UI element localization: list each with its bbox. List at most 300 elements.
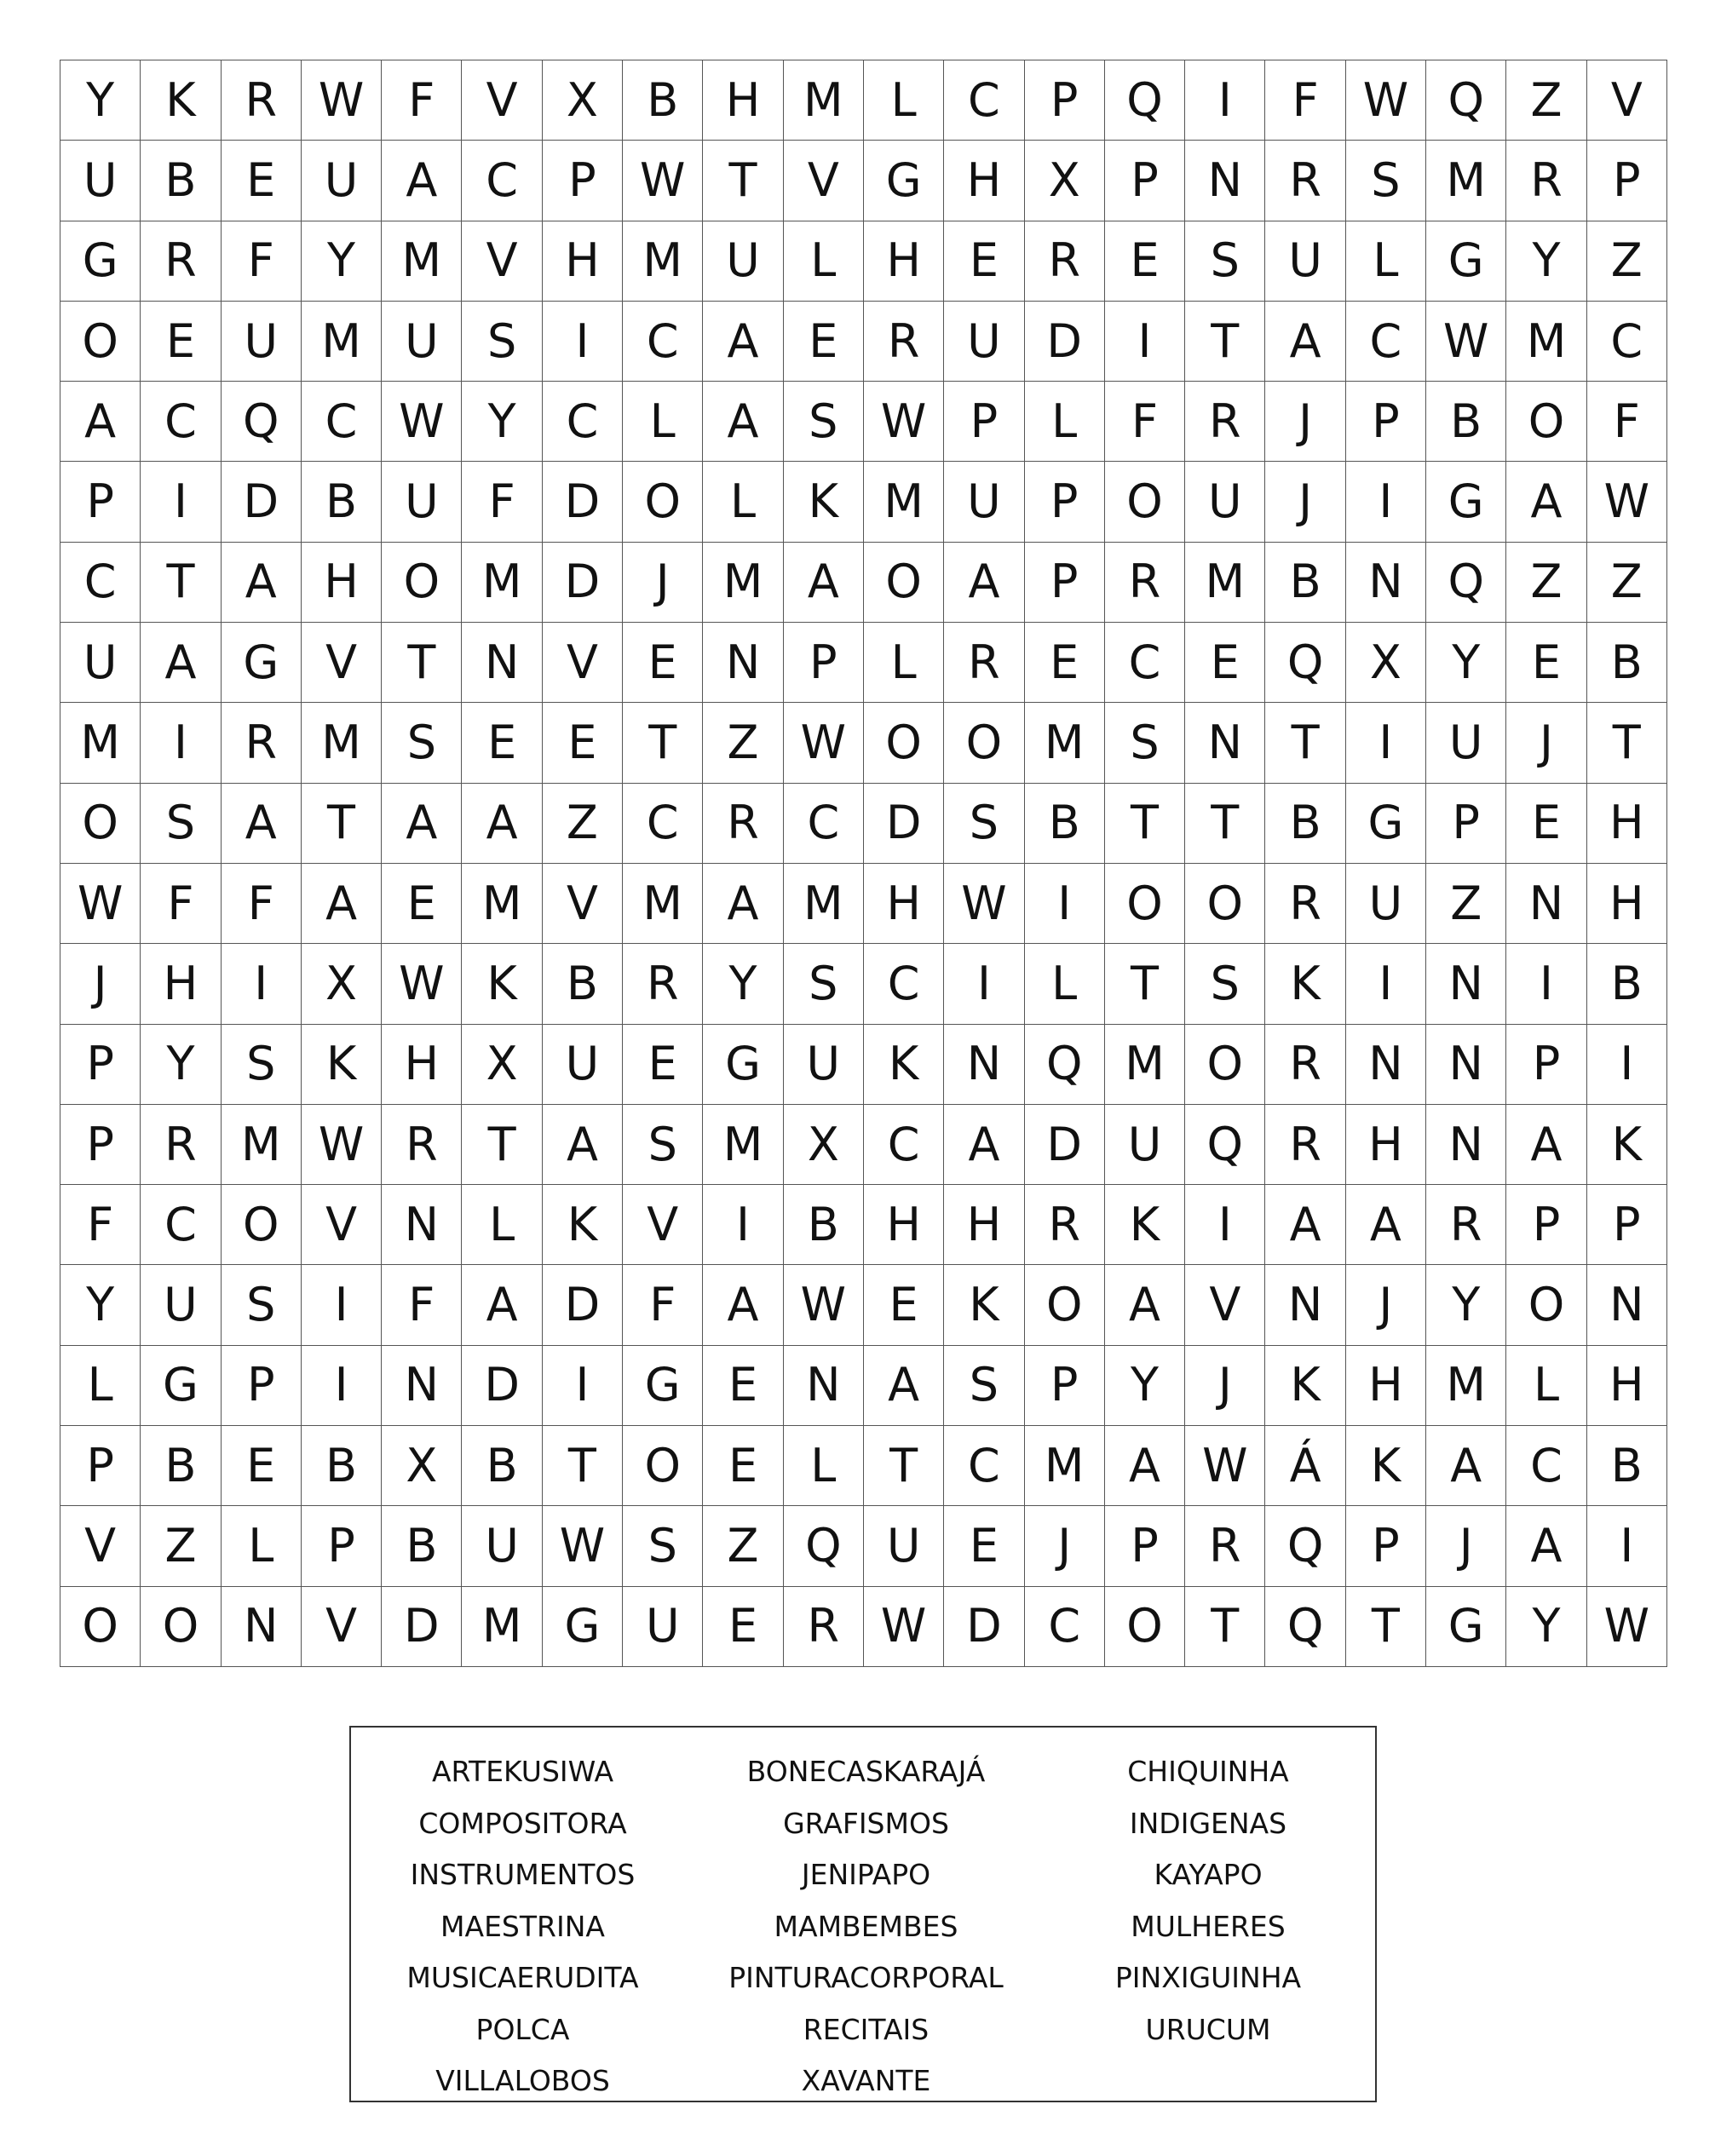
grid-cell[interactable]: R [784, 1587, 864, 1667]
grid-cell[interactable]: E [141, 302, 221, 382]
grid-cell[interactable]: G [1426, 462, 1506, 542]
grid-cell[interactable]: I [1587, 1025, 1667, 1105]
grid-cell[interactable]: K [1105, 1185, 1185, 1265]
grid-cell[interactable]: V [302, 1587, 382, 1667]
grid-cell[interactable]: N [944, 1025, 1024, 1105]
grid-cell[interactable]: A [703, 382, 783, 462]
grid-cell[interactable]: R [382, 1105, 462, 1185]
grid-cell[interactable]: H [864, 864, 944, 944]
grid-cell[interactable]: E [703, 1426, 783, 1506]
grid-cell[interactable]: N [382, 1185, 462, 1265]
grid-cell[interactable]: T [1185, 784, 1265, 864]
grid-cell[interactable]: E [944, 221, 1024, 302]
grid-cell[interactable]: Q [1025, 1025, 1105, 1105]
grid-cell[interactable]: T [623, 703, 703, 783]
grid-cell[interactable]: R [141, 1105, 221, 1185]
grid-cell[interactable]: S [462, 302, 542, 382]
grid-cell[interactable]: R [1506, 141, 1586, 221]
grid-cell[interactable]: H [543, 221, 623, 302]
grid-cell[interactable]: R [944, 623, 1024, 703]
grid-cell[interactable]: P [1587, 141, 1667, 221]
grid-cell[interactable]: A [703, 302, 783, 382]
grid-cell[interactable]: G [623, 1346, 703, 1426]
grid-cell[interactable]: K [1587, 1105, 1667, 1185]
grid-cell[interactable]: B [1587, 944, 1667, 1024]
grid-cell[interactable]: T [1185, 302, 1265, 382]
grid-cell[interactable]: C [60, 543, 141, 623]
grid-cell[interactable]: E [222, 1426, 302, 1506]
grid-cell[interactable]: A [543, 1105, 623, 1185]
grid-cell[interactable]: D [543, 543, 623, 623]
grid-cell[interactable]: C [462, 141, 542, 221]
grid-cell[interactable]: C [944, 60, 1024, 141]
grid-cell[interactable]: E [1506, 623, 1586, 703]
grid-cell[interactable]: P [1506, 1025, 1586, 1105]
grid-cell[interactable]: N [382, 1346, 462, 1426]
grid-cell[interactable]: U [302, 141, 382, 221]
grid-cell[interactable]: V [543, 864, 623, 944]
grid-cell[interactable]: T [1346, 1587, 1426, 1667]
grid-cell[interactable]: D [222, 462, 302, 542]
grid-cell[interactable]: R [222, 60, 302, 141]
grid-cell[interactable]: N [1426, 1025, 1506, 1105]
grid-cell[interactable]: X [382, 1426, 462, 1506]
grid-cell[interactable]: H [864, 221, 944, 302]
grid-cell[interactable]: O [864, 543, 944, 623]
grid-cell[interactable]: P [1426, 784, 1506, 864]
grid-cell[interactable]: F [382, 1265, 462, 1345]
grid-cell[interactable]: I [543, 1346, 623, 1426]
grid-cell[interactable]: O [1506, 1265, 1586, 1345]
grid-cell[interactable]: F [1105, 382, 1185, 462]
grid-cell[interactable]: N [1506, 864, 1586, 944]
grid-cell[interactable]: O [60, 784, 141, 864]
grid-cell[interactable]: S [1105, 703, 1185, 783]
grid-cell[interactable]: S [944, 1346, 1024, 1426]
grid-cell[interactable]: W [784, 703, 864, 783]
grid-cell[interactable]: B [141, 1426, 221, 1506]
grid-cell[interactable]: S [623, 1105, 703, 1185]
grid-cell[interactable]: T [1587, 703, 1667, 783]
grid-cell[interactable]: W [1426, 302, 1506, 382]
grid-cell[interactable]: R [1265, 864, 1345, 944]
grid-cell[interactable]: P [1025, 60, 1105, 141]
grid-cell[interactable]: Z [1587, 221, 1667, 302]
grid-cell[interactable]: N [784, 1346, 864, 1426]
grid-cell[interactable]: W [1587, 1587, 1667, 1667]
grid-cell[interactable]: M [703, 1105, 783, 1185]
grid-cell[interactable]: P [543, 141, 623, 221]
grid-cell[interactable]: L [1506, 1346, 1586, 1426]
grid-cell[interactable]: M [222, 1105, 302, 1185]
grid-cell[interactable]: J [1346, 1265, 1426, 1345]
grid-cell[interactable]: U [623, 1587, 703, 1667]
grid-cell[interactable]: R [864, 302, 944, 382]
grid-cell[interactable]: W [302, 1105, 382, 1185]
grid-cell[interactable]: I [222, 944, 302, 1024]
grid-cell[interactable]: C [1587, 302, 1667, 382]
grid-cell[interactable]: O [1105, 462, 1185, 542]
grid-cell[interactable]: T [1105, 944, 1185, 1024]
grid-cell[interactable]: A [462, 784, 542, 864]
grid-cell[interactable]: B [382, 1506, 462, 1586]
grid-cell[interactable]: W [60, 864, 141, 944]
grid-cell[interactable]: I [1025, 864, 1105, 944]
grid-cell[interactable]: W [543, 1506, 623, 1586]
grid-cell[interactable]: T [1105, 784, 1185, 864]
grid-cell[interactable]: M [1426, 141, 1506, 221]
grid-cell[interactable]: D [1025, 302, 1105, 382]
grid-cell[interactable]: N [462, 623, 542, 703]
grid-cell[interactable]: P [1105, 1506, 1185, 1586]
grid-cell[interactable]: N [1426, 944, 1506, 1024]
grid-cell[interactable]: R [1426, 1185, 1506, 1265]
grid-cell[interactable]: N [1426, 1105, 1506, 1185]
grid-cell[interactable]: U [1426, 703, 1506, 783]
grid-cell[interactable]: I [703, 1185, 783, 1265]
grid-cell[interactable]: H [382, 1025, 462, 1105]
grid-cell[interactable]: R [222, 703, 302, 783]
grid-cell[interactable]: I [141, 462, 221, 542]
grid-cell[interactable]: Y [1426, 623, 1506, 703]
grid-cell[interactable]: R [1025, 1185, 1105, 1265]
grid-cell[interactable]: M [302, 703, 382, 783]
grid-cell[interactable]: M [623, 221, 703, 302]
grid-cell[interactable]: B [302, 462, 382, 542]
grid-cell[interactable]: O [222, 1185, 302, 1265]
grid-cell[interactable]: A [1506, 1506, 1586, 1586]
grid-cell[interactable]: A [222, 784, 302, 864]
grid-cell[interactable]: H [1346, 1105, 1426, 1185]
grid-cell[interactable]: Z [703, 1506, 783, 1586]
grid-cell[interactable]: U [543, 1025, 623, 1105]
grid-cell[interactable]: N [1587, 1265, 1667, 1345]
grid-cell[interactable]: A [1265, 1185, 1345, 1265]
grid-cell[interactable]: W [382, 382, 462, 462]
grid-cell[interactable]: O [1105, 1587, 1185, 1667]
grid-cell[interactable]: U [382, 462, 462, 542]
grid-cell[interactable]: J [1025, 1506, 1105, 1586]
grid-cell[interactable]: W [302, 60, 382, 141]
grid-cell[interactable]: B [1426, 382, 1506, 462]
grid-cell[interactable]: L [864, 60, 944, 141]
grid-cell[interactable]: P [302, 1506, 382, 1586]
grid-cell[interactable]: G [864, 141, 944, 221]
grid-cell[interactable]: J [623, 543, 703, 623]
grid-cell[interactable]: M [623, 864, 703, 944]
grid-cell[interactable]: H [1346, 1346, 1426, 1426]
grid-cell[interactable]: U [864, 1506, 944, 1586]
grid-cell[interactable]: W [382, 944, 462, 1024]
grid-cell[interactable]: Y [302, 221, 382, 302]
grid-cell[interactable]: Z [1587, 543, 1667, 623]
grid-cell[interactable]: L [462, 1185, 542, 1265]
grid-cell[interactable]: U [703, 221, 783, 302]
grid-cell[interactable]: I [1185, 1185, 1265, 1265]
grid-cell[interactable]: T [1265, 703, 1345, 783]
grid-cell[interactable]: P [1105, 141, 1185, 221]
grid-cell[interactable]: N [1346, 1025, 1426, 1105]
grid-cell[interactable]: S [623, 1506, 703, 1586]
grid-cell[interactable]: P [1025, 462, 1105, 542]
grid-cell[interactable]: M [784, 864, 864, 944]
grid-cell[interactable]: B [1587, 1426, 1667, 1506]
grid-cell[interactable]: U [462, 1506, 542, 1586]
grid-cell[interactable]: F [141, 864, 221, 944]
grid-cell[interactable]: G [222, 623, 302, 703]
grid-cell[interactable]: G [703, 1025, 783, 1105]
grid-cell[interactable]: Y [1105, 1346, 1185, 1426]
grid-cell[interactable]: H [141, 944, 221, 1024]
grid-cell[interactable]: O [1185, 1025, 1265, 1105]
grid-cell[interactable]: R [1185, 382, 1265, 462]
grid-cell[interactable]: A [1105, 1426, 1185, 1506]
grid-cell[interactable]: I [1185, 60, 1265, 141]
grid-cell[interactable]: M [462, 1587, 542, 1667]
grid-cell[interactable]: P [1346, 382, 1426, 462]
grid-cell[interactable]: M [1506, 302, 1586, 382]
grid-cell[interactable]: F [222, 864, 302, 944]
grid-cell[interactable]: A [703, 1265, 783, 1345]
grid-cell[interactable]: U [944, 462, 1024, 542]
grid-cell[interactable]: D [1025, 1105, 1105, 1185]
grid-cell[interactable]: D [944, 1587, 1024, 1667]
grid-cell[interactable]: N [703, 623, 783, 703]
grid-cell[interactable]: M [1185, 543, 1265, 623]
grid-cell[interactable]: U [1185, 462, 1265, 542]
grid-cell[interactable]: S [141, 784, 221, 864]
grid-cell[interactable]: O [1105, 864, 1185, 944]
grid-cell[interactable]: C [944, 1426, 1024, 1506]
grid-cell[interactable]: C [141, 1185, 221, 1265]
grid-cell[interactable]: D [543, 462, 623, 542]
grid-cell[interactable]: U [784, 1025, 864, 1105]
grid-cell[interactable]: M [1105, 1025, 1185, 1105]
grid-cell[interactable]: K [944, 1265, 1024, 1345]
grid-cell[interactable]: O [864, 703, 944, 783]
grid-cell[interactable]: L [1025, 382, 1105, 462]
grid-cell[interactable]: W [864, 382, 944, 462]
grid-cell[interactable]: C [543, 382, 623, 462]
grid-cell[interactable]: Q [222, 382, 302, 462]
grid-cell[interactable]: O [944, 703, 1024, 783]
grid-cell[interactable]: K [1346, 1426, 1426, 1506]
grid-cell[interactable]: R [1025, 221, 1105, 302]
grid-cell[interactable]: W [623, 141, 703, 221]
grid-cell[interactable]: R [623, 944, 703, 1024]
grid-cell[interactable]: V [1587, 60, 1667, 141]
grid-cell[interactable]: W [864, 1587, 944, 1667]
grid-cell[interactable]: R [1265, 1105, 1345, 1185]
grid-cell[interactable]: A [302, 864, 382, 944]
grid-cell[interactable]: R [703, 784, 783, 864]
grid-cell[interactable]: Y [1426, 1265, 1506, 1345]
grid-cell[interactable]: V [1185, 1265, 1265, 1345]
grid-cell[interactable]: P [1025, 1346, 1105, 1426]
grid-cell[interactable]: A [1105, 1265, 1185, 1345]
grid-cell[interactable]: Q [1265, 623, 1345, 703]
grid-cell[interactable]: H [1587, 1346, 1667, 1426]
grid-cell[interactable]: A [382, 784, 462, 864]
grid-cell[interactable]: T [543, 1426, 623, 1506]
grid-cell[interactable]: E [1025, 623, 1105, 703]
grid-cell[interactable]: E [462, 703, 542, 783]
grid-cell[interactable]: W [1587, 462, 1667, 542]
grid-cell[interactable]: P [60, 1025, 141, 1105]
grid-cell[interactable]: M [864, 462, 944, 542]
grid-cell[interactable]: J [1426, 1506, 1506, 1586]
grid-cell[interactable]: T [141, 543, 221, 623]
grid-cell[interactable]: B [141, 141, 221, 221]
grid-cell[interactable]: U [1346, 864, 1426, 944]
grid-cell[interactable]: F [382, 60, 462, 141]
grid-cell[interactable]: G [1426, 1587, 1506, 1667]
grid-cell[interactable]: R [141, 221, 221, 302]
grid-cell[interactable]: G [60, 221, 141, 302]
grid-cell[interactable]: C [1105, 623, 1185, 703]
grid-cell[interactable]: A [141, 623, 221, 703]
grid-cell[interactable]: X [302, 944, 382, 1024]
grid-cell[interactable]: J [1265, 382, 1345, 462]
grid-cell[interactable]: H [864, 1185, 944, 1265]
grid-cell[interactable]: Y [141, 1025, 221, 1105]
grid-cell[interactable]: Y [60, 60, 141, 141]
grid-cell[interactable]: H [944, 1185, 1024, 1265]
grid-cell[interactable]: L [60, 1346, 141, 1426]
grid-cell[interactable]: R [1185, 1506, 1265, 1586]
grid-cell[interactable]: J [1506, 703, 1586, 783]
grid-cell[interactable]: P [944, 382, 1024, 462]
grid-cell[interactable]: O [623, 1426, 703, 1506]
grid-cell[interactable]: O [60, 302, 141, 382]
grid-cell[interactable]: M [302, 302, 382, 382]
grid-cell[interactable]: T [864, 1426, 944, 1506]
grid-cell[interactable]: H [1587, 784, 1667, 864]
grid-cell[interactable]: S [784, 944, 864, 1024]
grid-cell[interactable]: I [543, 302, 623, 382]
grid-cell[interactable]: M [1025, 1426, 1105, 1506]
grid-cell[interactable]: T [302, 784, 382, 864]
grid-cell[interactable]: V [543, 623, 623, 703]
grid-cell[interactable]: U [382, 302, 462, 382]
grid-cell[interactable]: Q [1426, 543, 1506, 623]
grid-cell[interactable]: H [1587, 864, 1667, 944]
grid-cell[interactable]: L [222, 1506, 302, 1586]
grid-cell[interactable]: V [60, 1506, 141, 1586]
grid-cell[interactable]: A [1265, 302, 1345, 382]
grid-cell[interactable]: S [222, 1265, 302, 1345]
grid-cell[interactable]: K [864, 1025, 944, 1105]
grid-cell[interactable]: E [543, 703, 623, 783]
grid-cell[interactable]: P [1506, 1185, 1586, 1265]
grid-cell[interactable]: E [784, 302, 864, 382]
grid-cell[interactable]: R [1105, 543, 1185, 623]
grid-cell[interactable]: O [60, 1587, 141, 1667]
grid-cell[interactable]: C [302, 382, 382, 462]
grid-cell[interactable]: P [60, 462, 141, 542]
grid-cell[interactable]: U [944, 302, 1024, 382]
grid-cell[interactable]: M [1426, 1346, 1506, 1426]
grid-cell[interactable]: X [1025, 141, 1105, 221]
grid-cell[interactable]: U [60, 623, 141, 703]
grid-cell[interactable]: C [141, 382, 221, 462]
grid-cell[interactable]: A [462, 1265, 542, 1345]
grid-cell[interactable]: Z [1506, 60, 1586, 141]
grid-cell[interactable]: C [1025, 1587, 1105, 1667]
grid-cell[interactable]: E [222, 141, 302, 221]
grid-cell[interactable]: Q [1265, 1587, 1345, 1667]
grid-cell[interactable]: C [623, 784, 703, 864]
grid-cell[interactable]: L [703, 462, 783, 542]
grid-cell[interactable]: F [60, 1185, 141, 1265]
grid-cell[interactable]: P [1025, 543, 1105, 623]
grid-cell[interactable]: M [703, 543, 783, 623]
grid-cell[interactable]: X [462, 1025, 542, 1105]
grid-cell[interactable]: E [944, 1506, 1024, 1586]
grid-cell[interactable]: Y [60, 1265, 141, 1345]
grid-cell[interactable]: E [1506, 784, 1586, 864]
grid-cell[interactable]: B [1587, 623, 1667, 703]
grid-cell[interactable]: K [141, 60, 221, 141]
grid-cell[interactable]: B [784, 1185, 864, 1265]
grid-cell[interactable]: Z [543, 784, 623, 864]
grid-cell[interactable]: W [784, 1265, 864, 1345]
grid-cell[interactable]: I [1506, 944, 1586, 1024]
grid-cell[interactable]: V [462, 221, 542, 302]
grid-cell[interactable]: Z [703, 703, 783, 783]
grid-cell[interactable]: U [222, 302, 302, 382]
grid-cell[interactable]: F [462, 462, 542, 542]
grid-cell[interactable]: V [784, 141, 864, 221]
grid-cell[interactable]: A [1346, 1185, 1426, 1265]
grid-cell[interactable]: Q [1426, 60, 1506, 141]
grid-cell[interactable]: B [1025, 784, 1105, 864]
grid-cell[interactable]: B [462, 1426, 542, 1506]
grid-cell[interactable]: U [1105, 1105, 1185, 1185]
grid-cell[interactable]: F [1587, 382, 1667, 462]
grid-cell[interactable]: A [382, 141, 462, 221]
grid-cell[interactable]: S [944, 784, 1024, 864]
grid-cell[interactable]: T [1185, 1587, 1265, 1667]
grid-cell[interactable]: W [1346, 60, 1426, 141]
grid-cell[interactable]: J [1265, 462, 1345, 542]
grid-cell[interactable]: H [944, 141, 1024, 221]
grid-cell[interactable]: N [1185, 703, 1265, 783]
grid-cell[interactable]: V [462, 60, 542, 141]
grid-cell[interactable]: K [1265, 944, 1345, 1024]
grid-cell[interactable]: V [302, 623, 382, 703]
grid-cell[interactable]: N [1346, 543, 1426, 623]
grid-cell[interactable]: M [1025, 703, 1105, 783]
grid-cell[interactable]: Y [462, 382, 542, 462]
grid-cell[interactable]: F [623, 1265, 703, 1345]
grid-cell[interactable]: K [784, 462, 864, 542]
grid-cell[interactable]: R [1265, 1025, 1345, 1105]
grid-cell[interactable]: S [1185, 221, 1265, 302]
grid-cell[interactable]: B [543, 944, 623, 1024]
grid-cell[interactable]: X [543, 60, 623, 141]
grid-cell[interactable]: U [60, 141, 141, 221]
grid-cell[interactable]: F [222, 221, 302, 302]
grid-cell[interactable]: Y [1506, 221, 1586, 302]
grid-cell[interactable]: D [382, 1587, 462, 1667]
grid-cell[interactable]: K [543, 1185, 623, 1265]
grid-cell[interactable]: O [1506, 382, 1586, 462]
grid-cell[interactable]: Y [1506, 1587, 1586, 1667]
grid-cell[interactable]: L [864, 623, 944, 703]
grid-cell[interactable]: D [543, 1265, 623, 1345]
grid-cell[interactable]: M [462, 864, 542, 944]
